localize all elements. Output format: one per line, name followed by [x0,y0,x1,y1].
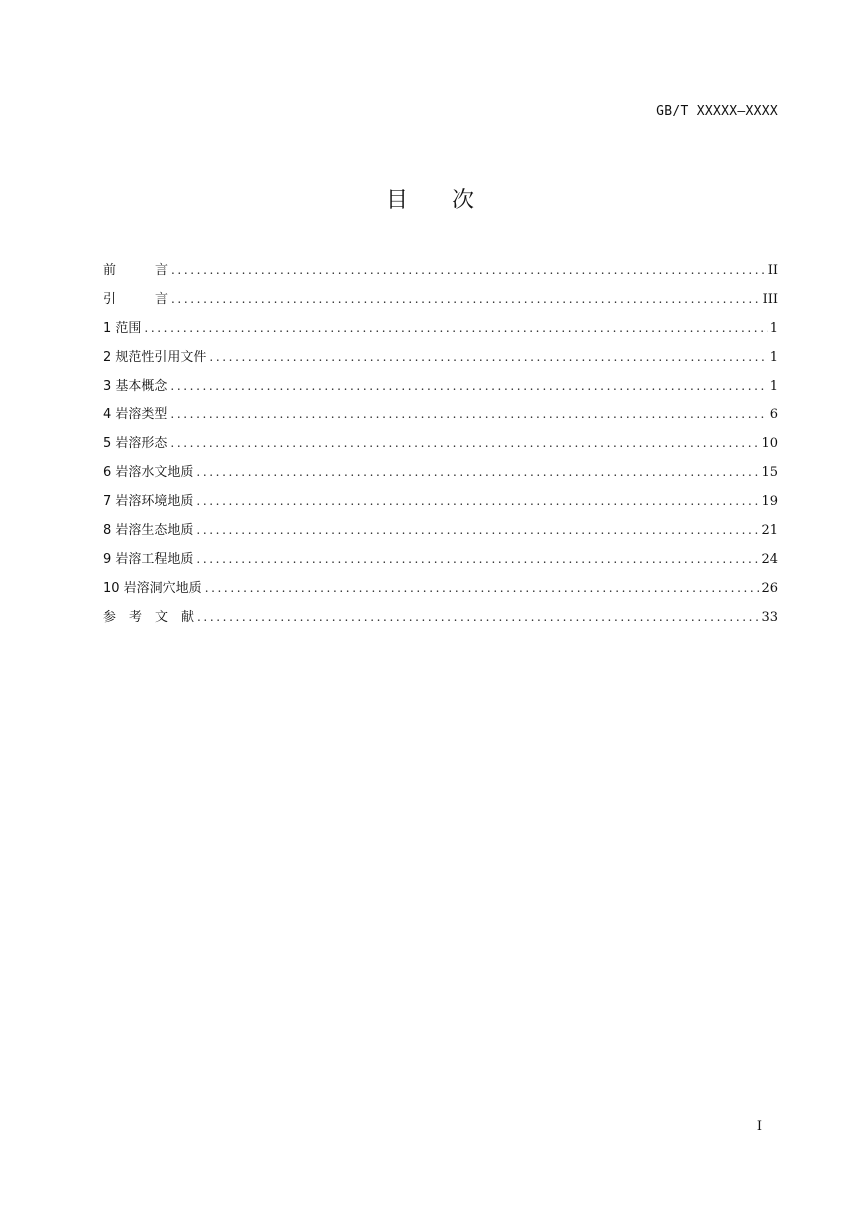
toc-entry-page: 6 [769,407,778,423]
toc-entry-introduction[interactable] [103,288,778,317]
toc-leader-dots [196,494,759,508]
toc-leader-dots [197,610,759,624]
toc-leader-dots [196,465,759,479]
toc-entry-karst-morphology[interactable] [103,432,778,461]
toc-entry-label: 前 言 [103,263,169,278]
page-title [0,183,860,214]
toc-entry-label: 5 岩溶形态 [103,436,168,452]
toc-entry-normative-references[interactable] [103,346,778,375]
toc-leader-dots [205,581,760,595]
toc-entry-label: 9 岩溶工程地质 [103,551,194,567]
title-char-2: 次 [452,188,475,213]
toc-leader-dots [196,552,759,566]
toc-entry-label: 7 岩溶环境地质 [103,494,194,510]
toc-entry-page: 33 [761,609,778,625]
toc-leader-dots [171,263,766,277]
toc-entry-karst-ecological-geology[interactable] [103,519,778,548]
toc-entry-page: 19 [761,494,778,510]
toc-entry-page: 26 [761,580,778,596]
toc-entry-karst-cave-geology[interactable] [103,577,778,606]
toc-entry-label: 10 岩溶洞穴地质 [103,580,202,596]
toc-entry-label: 参 考 文 献 [103,609,195,625]
toc-entry-label: 1 范围 [103,320,142,336]
toc-entry-bibliography[interactable] [103,606,778,635]
toc-entry-label: 6 岩溶水文地质 [103,465,194,481]
toc-entry-label: 2 规范性引用文件 [103,349,207,365]
toc-entry-karst-types[interactable] [103,403,778,432]
toc-entry-page: 10 [761,436,778,452]
toc-entry-page: 21 [761,523,778,539]
title-char-1: 目 [385,188,408,213]
toc-entry-karst-hydrogeology[interactable] [103,461,778,490]
toc-entry-label: 4 岩溶类型 [103,407,168,423]
toc-leader-dots [170,436,759,450]
toc-entry-label: 8 岩溶生态地质 [103,523,194,539]
standard-code: GB/T XXXXX—XXXX [656,104,778,119]
toc-entry-scope[interactable] [103,317,778,346]
toc-entry-basic-concepts[interactable] [103,375,778,404]
toc-entry-page: 24 [761,551,778,567]
toc-leader-dots [170,379,767,393]
toc-entry-karst-environmental-geology[interactable] [103,490,778,519]
toc-entry-page: 1 [769,349,778,365]
toc-entry-page: 15 [761,465,778,481]
toc-leader-dots [171,292,761,306]
toc-entry-karst-engineering-geology[interactable] [103,548,778,577]
toc-entry-page: 1 [769,320,778,336]
table-of-contents [103,259,778,635]
toc-entry-page: 1 [769,378,778,394]
toc-entry-label: 引 言 [103,291,169,307]
toc-leader-dots [209,350,767,364]
toc-entry-page: III [762,291,778,307]
toc-leader-dots [196,523,759,537]
page-number: I [756,1119,762,1134]
toc-entry-page: II [767,263,778,278]
toc-leader-dots [170,407,767,421]
toc-entry-label: 3 基本概念 [103,378,168,394]
toc-leader-dots [144,321,767,335]
toc-entry-foreword[interactable] [103,259,778,288]
